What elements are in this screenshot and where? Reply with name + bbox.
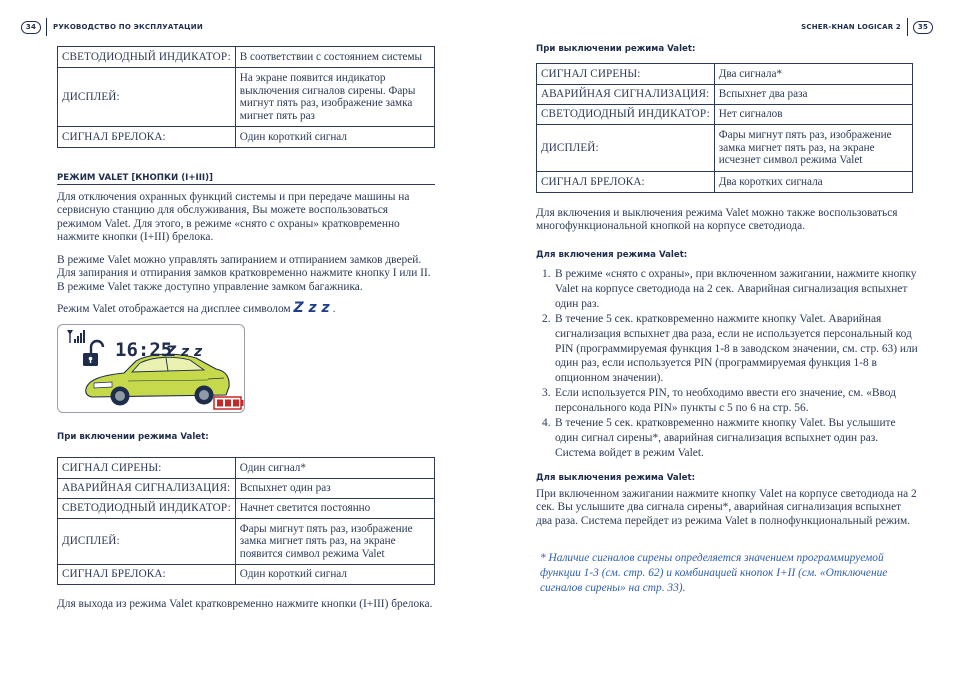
table-value: Фары мигнут пять раз, изображение замка мигнет пять раз, на экране появится символ режима Valet (235, 519, 434, 565)
paragraph: При включенном зажигании нажмите кнопку Valet на корпусе светодиода на 2 сек. Вы услышите два сигнала сирены*, аварийная сигнализация вспыхнет два раза. Система перейдет из режима Valet в полнофункциональный режим. (536, 488, 917, 527)
paragraph: В режиме Valet можно управлять запиранием и отпиранием замков дверей. Для запирания и отпирания замков кратковременно нажмите кнопку I или II. В режиме Valet также доступно управление замком багажника. (57, 254, 431, 293)
table-value: Нет сигналов (714, 105, 912, 125)
section-title-valet: РЕЖИМ VALET [КНОПКИ (I+III)] (57, 173, 213, 183)
table-row (537, 105, 913, 125)
table-row (537, 125, 913, 172)
lcd-valet-symbol: Z z z (166, 344, 203, 360)
paragraph: Для выхода из режима Valet кратковременно нажмите кнопки (I+III) брелока. (57, 598, 433, 610)
table-row (58, 127, 435, 148)
table-key: СВЕТОДИОДНЫЙ ИНДИКАТОР: (58, 499, 236, 519)
subtitle-valet-off: При выключении режима Valet: (536, 44, 696, 54)
page-number-left: 34 (21, 21, 41, 34)
table-key: СИГНАЛ БРЕЛОКА: (58, 127, 236, 148)
table-value: Фары мигнут пять раз, изображение замка мигнет пять раз, на экране исчезнет символ режима Valet (714, 125, 912, 172)
lcd-graphic (58, 325, 245, 413)
table-value: Вспыхнет один раз (235, 479, 434, 499)
table-value: Вспыхнет два раза (714, 85, 912, 105)
header-divider (907, 18, 908, 36)
table-row (537, 64, 913, 85)
table-key: ДИСПЛЕЙ: (537, 125, 715, 172)
list-item-text: Если используется PIN, то необходимо ввести его значение, см. «Ввод персонального кода PIN» пункты с 5 по 6 на стр. 56. (555, 387, 896, 415)
lock-icon (83, 341, 103, 366)
table-value: На экране появится индикатор выключения сигналов сирены. Фары мигнут пять раз, изображение замка мигнет пять раз (235, 68, 434, 127)
header-title-right: SCHER-KHAN LOGICAR 2 (801, 23, 901, 31)
page-number-right: 35 (913, 21, 933, 34)
header-divider (46, 18, 47, 36)
table-value: Один короткий сигнал (235, 565, 434, 585)
signal-icon (67, 330, 85, 343)
table-row (537, 172, 913, 193)
remote-display-illustration (57, 324, 245, 413)
section-rule (57, 184, 435, 185)
table-value: Два коротких сигнала (714, 172, 912, 193)
list-item (536, 312, 918, 387)
subtitle-valet-on: При включении режима Valet: (57, 432, 209, 442)
table-key: СВЕТОДИОДНЫЙ ИНДИКАТОР: (537, 105, 715, 125)
list-item (536, 416, 918, 461)
left-page-header (21, 20, 203, 34)
list-item-number: 1. (542, 268, 551, 280)
table-key: СИГНАЛ СИРЕНЫ: (58, 458, 236, 479)
table-row (537, 85, 913, 105)
enable-steps-list (536, 267, 918, 461)
table-row (58, 499, 435, 519)
table-key: ДИСПЛЕЙ: (58, 68, 236, 127)
paragraph: Для включения и выключения режима Valet можно также воспользоваться многофункциональной кнопкой на корпусе светодиода. (536, 207, 898, 233)
table-key: СВЕТОДИОДНЫЙ ИНДИКАТОР: (58, 47, 236, 68)
list-item-number: 3. (542, 387, 551, 400)
list-item (536, 386, 918, 416)
table-key: СИГНАЛ БРЕЛОКА: (537, 172, 715, 193)
list-item (536, 267, 918, 312)
list-item-text: В режиме «снято с охраны», при включенном зажигании, нажмите кнопку Valet на корпусе светодиода на 2 сек. Аварийная сигнализация вспыхнет один раз. (555, 268, 917, 310)
table-key: СИГНАЛ СИРЕНЫ: (537, 64, 715, 85)
subtitle-enable: Для включения режима Valet: (536, 250, 688, 260)
right-page-header (801, 20, 933, 34)
table-key: АВАРИЙНАЯ СИГНАЛИЗАЦИЯ: (58, 479, 236, 499)
valet-off-table (536, 63, 913, 193)
subtitle-disable: Для выключения режима Valet: (536, 473, 696, 483)
table-row (58, 68, 435, 127)
paragraph-text: Режим Valet отображается на дисплее символом (57, 303, 291, 315)
table-value: Начнет светится постоянно (235, 499, 434, 519)
header-title-left: РУКОВОДСТВО ПО ЭКСПЛУАТАЦИИ (53, 23, 203, 31)
car-icon (86, 354, 229, 405)
table-value: Два сигнала* (714, 64, 912, 85)
silent-mode-table (57, 46, 435, 148)
valet-on-table (57, 457, 435, 585)
paragraph (57, 302, 435, 316)
table-value: В соответствии с состоянием системы (235, 47, 434, 68)
paragraph: Для отключения охранных функций системы и при передаче машины на сервисную станцию для обслуживания, Вы можете воспользоваться режимом Valet. Для этого, в режиме «снято с охраны» кратковременно нажмите кнопки (I+III) брелока. (57, 191, 410, 244)
table-row (58, 479, 435, 499)
paragraph-text: . (332, 303, 336, 315)
list-item-number: 4. (542, 417, 551, 430)
table-row (58, 47, 435, 68)
table-key: СИГНАЛ БРЕЛОКА: (58, 565, 236, 585)
list-item-text: В течение 5 сек. кратковременно нажмите кнопку Valet. Аварийная сигнализация вспыхнет два раза, если не используется персональный код PIN (программируемая функция 1-8 в заводском значении, см. стр. 63) или один раз, если используется PIN (программируемая функция 1-8 в опционном значении). (555, 312, 918, 385)
battery-icon (214, 397, 244, 409)
valet-symbol: Z z z (293, 300, 330, 316)
table-row (58, 458, 435, 479)
footnote: * Наличие сигналов сирены определяется значением программируемой функции 1-3 (см. стр. 62) и комбинацией кнопок I+II (см. «Отключение сигналов сирены» на стр. 33). (540, 552, 888, 594)
table-row (58, 519, 435, 565)
lcd-time: 16:25 (115, 339, 173, 361)
table-key: ДИСПЛЕЙ: (58, 519, 236, 565)
table-row (58, 565, 435, 585)
table-value: Один короткий сигнал (235, 127, 434, 148)
list-item-text: В течение 5 сек. кратковременно нажмите кнопку Valet. Вы услышите один сигнал сирены*, аварийная сигнализация вспыхнет один раз. Система войдет в режим Valet. (555, 417, 896, 459)
list-item-number: 2. (542, 312, 551, 325)
table-key: АВАРИЙНАЯ СИГНАЛИЗАЦИЯ: (537, 85, 715, 105)
table-value: Один сигнал* (235, 458, 434, 479)
